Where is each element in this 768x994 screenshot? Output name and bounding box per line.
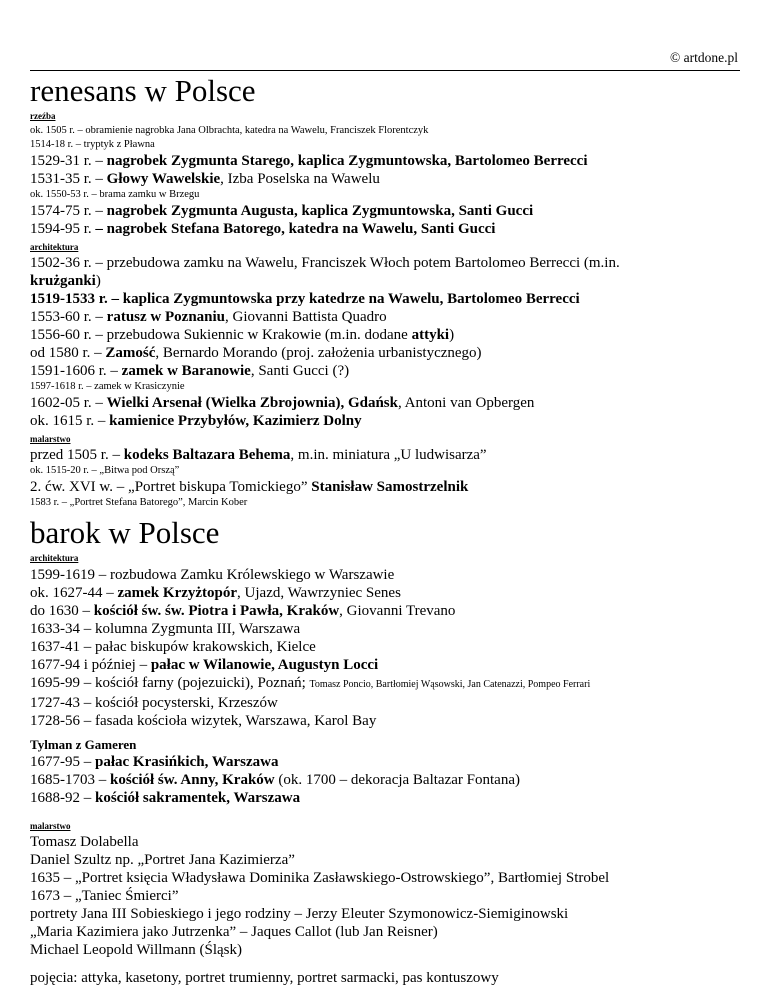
text-segment: 1597-1618 r. – zamek w Krasiczynie	[30, 380, 185, 392]
list-item	[30, 566, 742, 584]
list-item	[30, 308, 742, 326]
text-segment: , m.in. miniatura „U ludwisarza”	[290, 446, 487, 463]
bold-text: Wielki Arsenał (Wielka Zbrojownia), Gdańsk	[106, 394, 398, 411]
bold-text: attyki	[411, 326, 450, 343]
list-item	[30, 887, 742, 905]
text-segment: , Santi Gucci (?)	[250, 362, 350, 379]
text-segment: 1556-60 r. – przebudowa Sukiennic w Krakowie (m.in. dodane	[30, 326, 412, 343]
barok-heading: barok w Polsce	[30, 514, 220, 550]
list-item	[30, 124, 742, 138]
section-spacer	[30, 959, 742, 969]
text-segment: 1531-35 r. –	[30, 170, 107, 187]
list-item	[30, 694, 742, 712]
list-item	[30, 851, 742, 869]
text-segment: 1529-31 r. –	[30, 152, 107, 169]
bold-text: nagrobek Zygmunta Starego, kaplica Zygmuntowska, Bartolomeo Berrecci	[106, 152, 588, 169]
barok-architektura-list	[30, 566, 742, 730]
list-item	[30, 905, 742, 923]
bold-text: zamek Krzyżtopór	[117, 584, 238, 601]
bold-text: Stanisław Samostrzelnik	[311, 478, 469, 495]
list-item	[30, 170, 742, 188]
barok-architektura-label: architektura	[30, 553, 79, 564]
text-segment: 1602-05 r. –	[30, 394, 107, 411]
text-segment: 1633-34 – kolumna Zygmunta III, Warszawa	[30, 620, 301, 637]
list-item	[30, 753, 742, 771]
list-item	[30, 254, 742, 272]
bold-text: – nagrobek Stefana Batorego, katedra na Wawelu, Santi Gucci	[95, 220, 496, 237]
text-segment: 1727-43 – kościół pocysterski, Krzeszów	[30, 694, 278, 711]
list-item	[30, 478, 742, 496]
text-segment: 1673 – „Taniec Śmierci”	[30, 887, 179, 904]
text-segment: 1514-18 r. – tryptyk z Pławna	[30, 138, 155, 150]
text-segment: ok. 1515-20 r. – „Bitwa pod Orszą”	[30, 464, 180, 476]
list-item	[30, 380, 742, 394]
list-item	[30, 620, 742, 638]
text-segment: 1599-1619 – rozbudowa Zamku Królewskiego w Warszawie	[30, 566, 395, 583]
list-item	[30, 464, 742, 478]
list-item	[30, 584, 742, 602]
bold-text: Zamość	[105, 344, 156, 361]
text-segment: 1502-36 r. – przebudowa zamku na Wawelu, Franciszek Włoch potem Bartolomeo Berrecci (m.in.	[30, 254, 620, 271]
bold-text: ratusz w Poznaniu	[106, 308, 226, 325]
list-item	[30, 188, 742, 202]
list-item	[30, 923, 742, 941]
text-segment: )	[449, 326, 455, 343]
list-item	[30, 412, 742, 430]
text-segment: portrety Jana III Sobieskiego i jego rodziny – Jerzy Eleuter Szymonowicz-Siemiginowski	[30, 905, 569, 922]
list-item	[30, 394, 742, 412]
list-item	[30, 220, 742, 238]
bold-text: kościół św. św. Piotra i Pawła, Kraków	[93, 602, 340, 619]
text-segment: do 1630 –	[30, 602, 94, 619]
list-item	[30, 789, 742, 807]
list-item	[30, 833, 742, 851]
text-segment: , Giovanni Trevano	[339, 602, 456, 619]
list-item	[30, 446, 742, 464]
text-segment: , Izba Poselska na Wawelu	[220, 170, 380, 187]
copyright-credit: © artdone.pl	[670, 50, 738, 65]
list-item	[30, 202, 742, 220]
list-item	[30, 496, 742, 510]
text-segment: ok. 1627-44 –	[30, 584, 118, 601]
renesans-rzezba-list	[30, 124, 742, 238]
section-spacer	[30, 807, 742, 817]
list-item	[30, 656, 742, 674]
tylman-heading: Tylman z Gameren	[30, 736, 137, 752]
text-segment: , Giovanni Battista Quadro	[225, 308, 387, 325]
text-segment: 1553-60 r. –	[30, 308, 107, 325]
text-segment: 1635 – „Portret księcia Władysława Dominika Zasławskiego-Ostrowskiego”, Bartłomiej Strobel	[30, 869, 610, 886]
text-segment: 1677-95 –	[30, 753, 95, 770]
text-segment: , Antoni van Opbergen	[397, 394, 535, 411]
text-segment: (ok. 1700 – dekoracja Baltazar Fontana)	[274, 771, 520, 788]
text-segment: 1685-1703 –	[30, 771, 110, 788]
text-segment: 2. ćw. XVI w. – „Portret biskupa Tomickiego”	[30, 478, 312, 495]
bold-text: kodeks Baltazara Behema	[123, 446, 291, 463]
bold-text: kościół sakramentek, Warszawa	[95, 789, 301, 806]
list-item	[30, 272, 742, 290]
renesans-malarstwo-label: malarstwo	[30, 433, 71, 444]
pojecia-line: pojęcia: attyka, kasetony, portret trumienny, portret sarmacki, pas kontuszowy	[30, 969, 499, 986]
tylman-list	[30, 753, 742, 807]
list-item	[30, 712, 742, 730]
text-segment: 1591-1606 r. –	[30, 362, 122, 379]
text-segment: ok. 1550-53 r. – brama zamku w Brzegu	[30, 188, 200, 200]
text-segment: Michael Leopold Willmann (Śląsk)	[30, 941, 242, 958]
list-item	[30, 771, 742, 789]
list-item	[30, 138, 742, 152]
list-item	[30, 941, 742, 959]
text-segment: od 1580 r. –	[30, 344, 106, 361]
text-segment: Tomasz Dolabella	[30, 833, 139, 850]
list-item	[30, 344, 742, 362]
document-body	[30, 74, 742, 987]
list-item	[30, 152, 742, 170]
text-segment: )	[95, 272, 101, 289]
barok-malarstwo-list	[30, 833, 742, 959]
text-segment: 1695-99 – kościół farny (pojezuicki), Poznań;	[30, 674, 310, 691]
text-segment: 1583 r. – „Portret Stefana Batorego”, Marcin Kober	[30, 496, 248, 508]
bold-text: pałac Krasińkich, Warszawa	[95, 753, 279, 770]
text-segment: 1677-94 i później –	[30, 656, 151, 673]
bold-text: nagrobek Zygmunta Augusta, kaplica Zygmuntowska, Santi Gucci	[106, 202, 534, 219]
text-segment: „Maria Kazimiera jako Jutrzenka” – Jaques Callot (lub Jan Reisner)	[30, 923, 438, 940]
list-item	[30, 638, 742, 656]
text-segment: 1728-56 – fasada kościoła wizytek, Warszawa, Karol Bay	[30, 712, 377, 729]
text-segment: , Bernardo Morando (proj. założenia urbanistycznego)	[155, 344, 482, 361]
list-item	[30, 362, 742, 380]
text-segment: Tomasz Poncio, Bartłomiej Wąsowski, Jan Catenazzi, Pompeo Ferrari	[309, 678, 591, 690]
bold-text: Głowy Wawelskie	[106, 170, 221, 187]
text-segment: 1574-75 r. –	[30, 202, 107, 219]
list-item	[30, 290, 742, 308]
text-segment: ok. 1615 r. –	[30, 412, 110, 429]
list-item	[30, 674, 742, 694]
bold-text: pałac w Wilanowie, Augustyn Locci	[150, 656, 379, 673]
text-segment: ok. 1505 r. – obramienie nagrobka Jana Olbrachta, katedra na Wawelu, Franciszek Florentczyk	[30, 124, 429, 136]
bold-text: kościół św. Anny, Kraków	[110, 771, 275, 788]
list-item	[30, 869, 742, 887]
renesans-architektura-label: architektura	[30, 241, 79, 252]
list-item	[30, 602, 742, 620]
barok-malarstwo-label: malarstwo	[30, 820, 71, 831]
renesans-heading: renesans w Polsce	[30, 73, 256, 108]
renesans-malarstwo-list	[30, 446, 742, 510]
text-segment: Daniel Szultz np. „Portret Jana Kazimierza”	[30, 851, 295, 868]
renesans-architektura-list	[30, 254, 742, 430]
text-segment: , Ujazd, Wawrzyniec Senes	[237, 584, 401, 601]
bold-text: kamienice Przybyłów, Kazimierz Dolny	[109, 412, 362, 429]
text-segment: 1637-41 – pałac biskupów krakowskich, Kielce	[30, 638, 316, 655]
header-rule	[30, 70, 740, 71]
renesans-rzezba-label: rzeźba	[30, 111, 56, 122]
bold-text: krużganki	[30, 272, 96, 289]
bold-text: zamek w Baranowie	[121, 362, 251, 379]
list-item	[30, 326, 742, 344]
text-segment: 1594-95 r.	[30, 220, 96, 237]
text-segment: 1688-92 –	[30, 789, 95, 806]
bold-text: 1519-1533 r. – kaplica Zygmuntowska przy katedrze na Wawelu, Bartolomeo Berrecci	[30, 290, 580, 307]
text-segment: przed 1505 r. –	[30, 446, 124, 463]
